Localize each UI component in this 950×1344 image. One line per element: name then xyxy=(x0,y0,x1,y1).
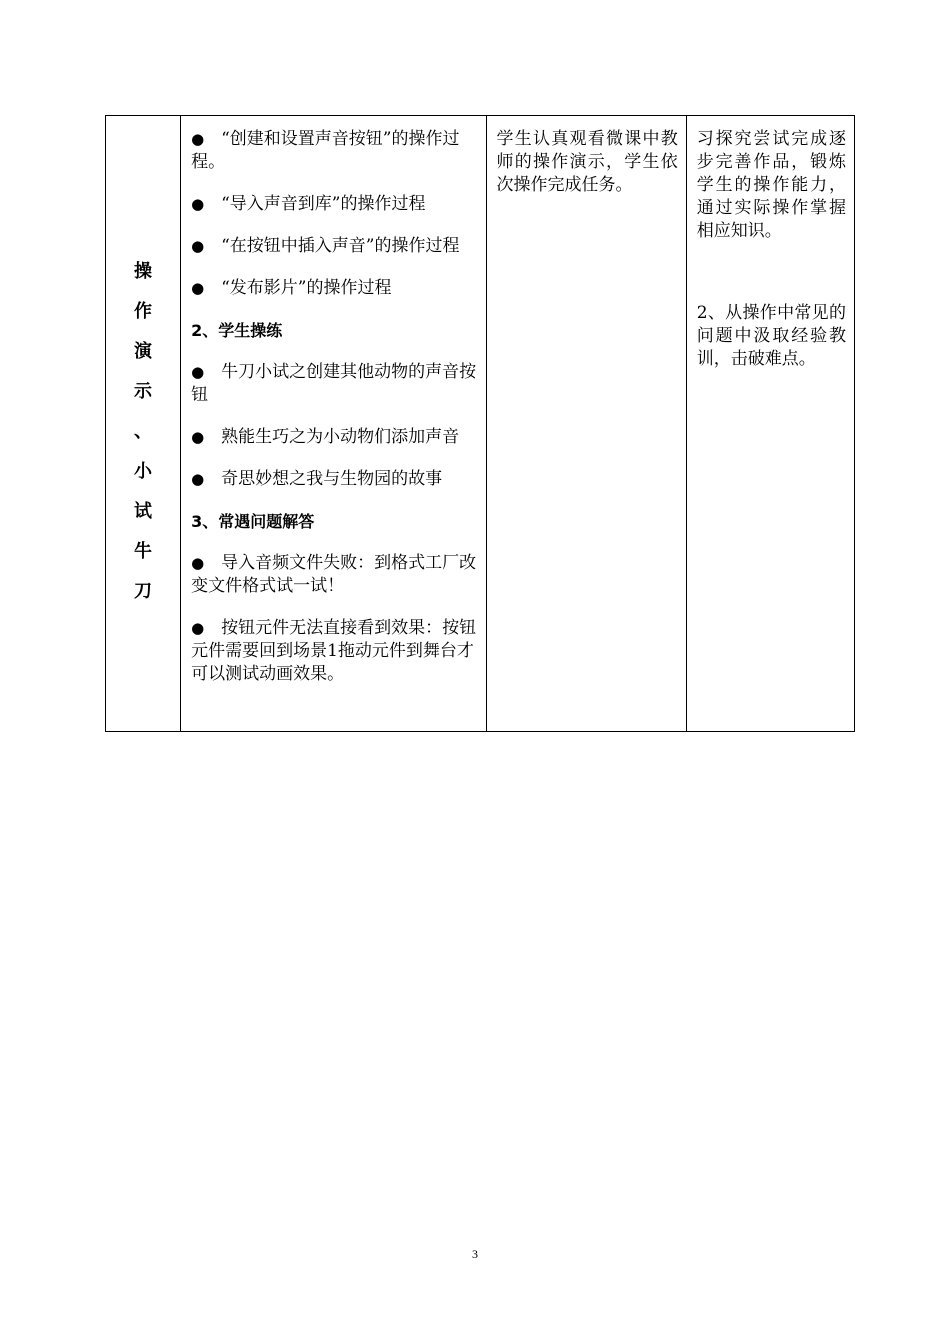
stage-title xyxy=(106,116,180,612)
stage-char: 牛 xyxy=(134,541,153,562)
list-item xyxy=(191,128,477,174)
faq-heading: 3、常遇问题解答 xyxy=(191,512,315,531)
list-item-text: 奇思妙想之我与生物园的故事 xyxy=(221,469,443,489)
stage-char: 操 xyxy=(134,261,153,282)
practice-heading: 2、学生操练 xyxy=(191,321,283,340)
list-item xyxy=(191,617,477,686)
list-item xyxy=(191,235,477,258)
stage-char: 作 xyxy=(134,301,153,322)
bullet-icon: ● xyxy=(191,470,205,488)
list-item-text: 熟能生巧之为小动物们添加声音 xyxy=(221,427,460,447)
stage-char: 演 xyxy=(134,341,153,362)
list-item-text: 牛刀小试之创建其他动物的声音按钮 xyxy=(191,362,477,405)
lesson-plan-table xyxy=(105,115,855,732)
teaching-content-cell xyxy=(181,116,486,732)
stage-char: 示 xyxy=(134,381,153,402)
stage-char: 、 xyxy=(134,421,153,442)
bullet-icon: ● xyxy=(191,554,205,572)
bullet-icon: ● xyxy=(191,130,205,148)
list-item-text: “导入声音到库”的操作过程 xyxy=(221,194,426,214)
list-item xyxy=(191,552,477,598)
list-item-text: “创建和设置声音按钮”的操作过程。 xyxy=(191,129,460,172)
list-item-text: 导入音频文件失败：到格式工厂改变文件格式试一试！ xyxy=(191,553,477,596)
bullet-icon: ● xyxy=(191,363,205,381)
student-activity-text: 学生认真观看微课中教师的操作演示，学生依次操作完成任务。 xyxy=(496,129,678,195)
bullet-icon: ● xyxy=(191,428,205,446)
table-row xyxy=(106,116,855,732)
bullet-icon: ● xyxy=(191,237,205,255)
design-intent-cell xyxy=(686,116,854,732)
stage-title-cell xyxy=(106,116,181,732)
list-item xyxy=(191,193,477,216)
bullet-icon: ● xyxy=(191,619,205,637)
list-item xyxy=(191,426,477,449)
stage-char: 试 xyxy=(134,501,153,522)
list-item xyxy=(191,468,477,491)
list-item xyxy=(191,277,477,300)
list-item xyxy=(191,361,477,407)
design-intent-text: 习探究尝试完成逐步完善作品，锻炼学生的操作能力，通过实际操作掌握相应知识。 xyxy=(696,129,846,241)
stage-char: 刀 xyxy=(134,581,153,602)
stage-char: 小 xyxy=(134,461,153,482)
list-item-text: “发布影片”的操作过程 xyxy=(221,278,392,298)
list-item-text: 按钮元件无法直接看到效果：按钮元件需要回到场景1拖动元件到舞台才可以测试动画效果。 xyxy=(191,618,477,684)
list-item-text: “在按钮中插入声音”的操作过程 xyxy=(221,236,460,256)
student-activity-cell xyxy=(486,116,686,732)
page-number: 3 xyxy=(472,1247,478,1261)
bullet-icon: ● xyxy=(191,279,205,297)
bullet-icon: ● xyxy=(191,195,205,213)
design-intent-text: 2、从操作中常见的问题中汲取经验教训，击破难点。 xyxy=(696,303,846,369)
